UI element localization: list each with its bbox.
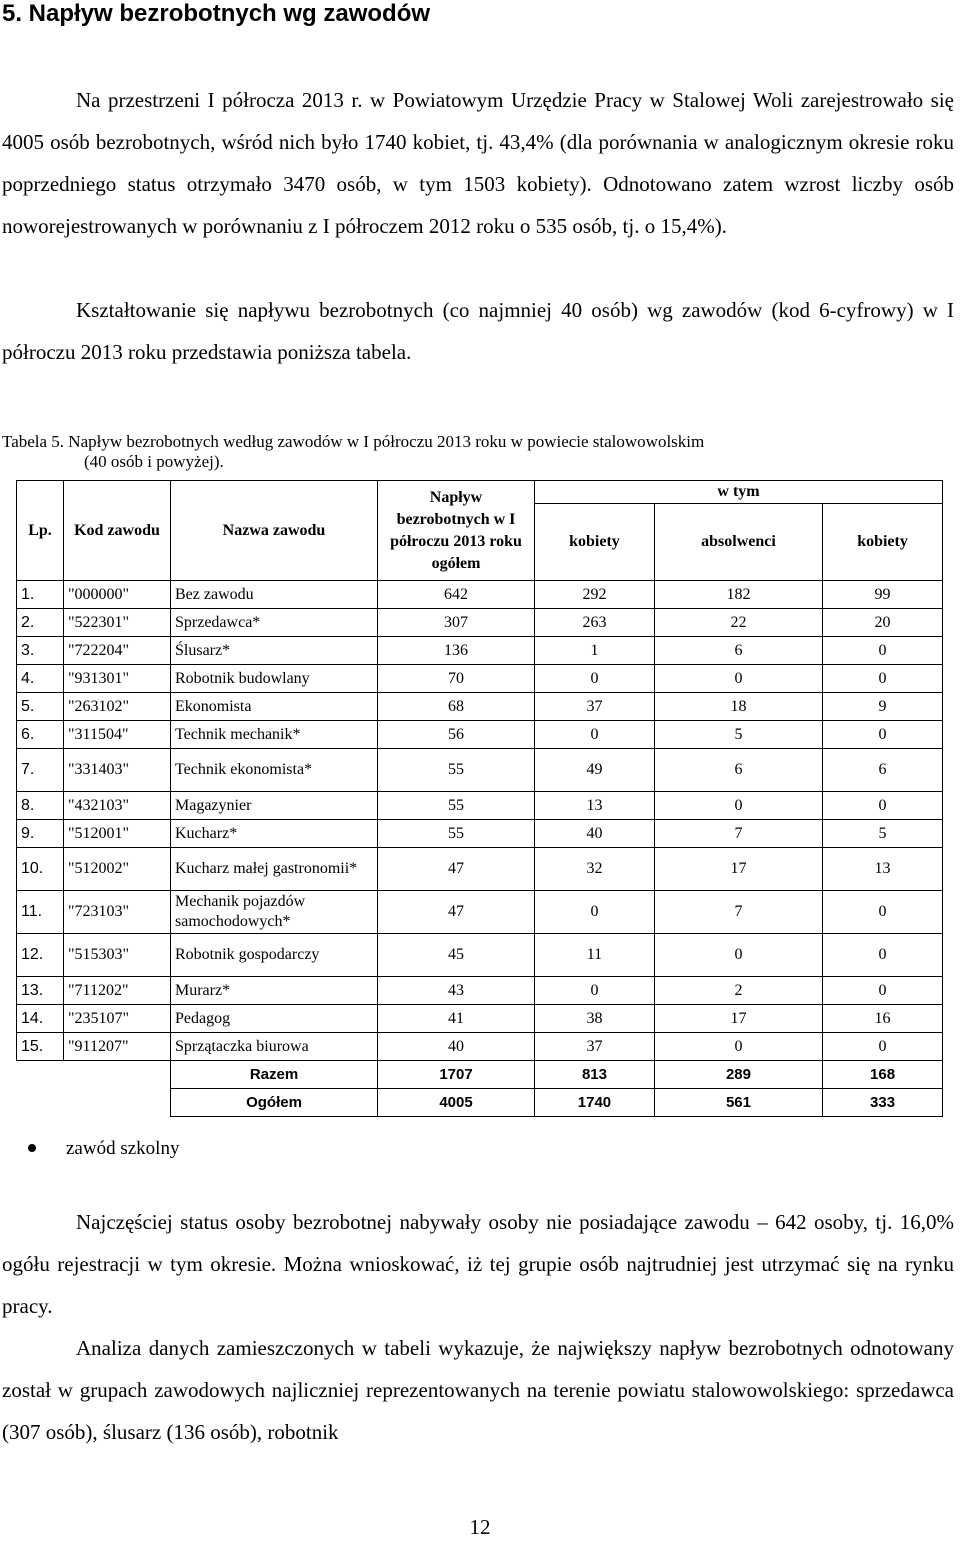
table-intro-paragraph: Kształtowanie się napływu bezrobotnych (co najmniej 40 osób) wg zawodów (kod 6-cyfrowy) w I półroczu 2013 roku przedstawia poniższa tabela.	[2, 298, 954, 364]
bullet-icon	[28, 1144, 36, 1152]
row-kod: "331403"	[64, 749, 171, 792]
row-absolwenci: 6	[654, 637, 822, 665]
row-nazwa: Ślusarz*	[171, 637, 378, 665]
row-ogolem: 47	[378, 891, 535, 934]
row-lp: 3.	[17, 637, 64, 665]
row-kobiety: 292	[535, 581, 655, 609]
row-kobiety: 32	[535, 848, 655, 891]
footnote	[28, 1136, 179, 1162]
row-kobiety: 11	[535, 934, 655, 977]
conclusion-paragraph: Najczęściej status osoby bezrobotnej nabywały osoby nie posiadające zawodu – 642 osoby, tj. 16,0% ogółu rejestracji w tym okresie. Można wnioskować, iż tej grupie osób najtrudniej jest utrzymać się na rynku pracy.	[2, 1210, 954, 1318]
table-row	[17, 977, 943, 1005]
row-lp: 1.	[17, 581, 64, 609]
table-caption-line2: (40 osób i powyżej).	[84, 452, 224, 471]
row-absolwenci: 17	[654, 848, 822, 891]
row-lp: 7.	[17, 749, 64, 792]
table-row	[17, 934, 943, 977]
row-abs-kobiety: 6	[823, 749, 943, 792]
row-nazwa: Technik mechanik*	[171, 721, 378, 749]
row-kobiety: 0	[535, 721, 655, 749]
header-absolwenci: absolwenci	[654, 504, 822, 581]
row-ogolem: 136	[378, 637, 535, 665]
row-abs-kobiety: 0	[823, 721, 943, 749]
row-kod: "723103"	[64, 891, 171, 934]
row-kobiety: 0	[535, 977, 655, 1005]
row-abs-kobiety: 0	[823, 637, 943, 665]
row-kod: "931301"	[64, 665, 171, 693]
row-kod: "722204"	[64, 637, 171, 665]
row-kobiety: 37	[535, 1033, 655, 1061]
row-lp: 15.	[17, 1033, 64, 1061]
row-lp: 4.	[17, 665, 64, 693]
row-absolwenci: 0	[654, 665, 822, 693]
summary-razem-ogolem: 1707	[378, 1061, 535, 1089]
row-kod: "515303"	[64, 934, 171, 977]
row-kod: "512002"	[64, 848, 171, 891]
summary-razem-label: Razem	[171, 1061, 378, 1089]
row-lp: 6.	[17, 721, 64, 749]
row-absolwenci: 5	[654, 721, 822, 749]
row-lp: 14.	[17, 1005, 64, 1033]
row-nazwa: Pedagog	[171, 1005, 378, 1033]
row-lp: 8.	[17, 792, 64, 820]
section-heading: 5. Napływ bezrobotnych wg zawodów	[2, 0, 431, 27]
table-row	[17, 820, 943, 848]
summary-row-razem	[17, 1061, 943, 1089]
summary-spacer	[17, 1061, 171, 1089]
page-number: 12	[469, 1515, 491, 1539]
row-nazwa: Kucharz*	[171, 820, 378, 848]
row-absolwenci: 2	[654, 977, 822, 1005]
row-lp: 12.	[17, 934, 64, 977]
row-abs-kobiety: 9	[823, 693, 943, 721]
header-naplyw: Napływ bezrobotnych w I półroczu 2013 roku ogółem	[378, 481, 535, 581]
header-lp: Lp.	[17, 481, 64, 581]
row-lp: 9.	[17, 820, 64, 848]
row-ogolem: 56	[378, 721, 535, 749]
table-caption-line1: Tabela 5. Napływ bezrobotnych według zawodów w I półroczu 2013 roku w powiecie stalowowolskim	[2, 432, 705, 451]
table-row	[17, 891, 943, 934]
row-kod: "000000"	[64, 581, 171, 609]
footnote-text: zawód szkolny	[66, 1138, 180, 1159]
unemployment-inflow-table	[16, 480, 943, 1117]
row-kobiety: 13	[535, 792, 655, 820]
row-kobiety: 1	[535, 637, 655, 665]
row-kobiety: 0	[535, 891, 655, 934]
summary-ogolem-absolwenci: 561	[654, 1089, 822, 1117]
row-abs-kobiety: 13	[823, 848, 943, 891]
row-abs-kobiety: 0	[823, 977, 943, 1005]
row-absolwenci: 182	[654, 581, 822, 609]
row-ogolem: 47	[378, 848, 535, 891]
row-ogolem: 55	[378, 749, 535, 792]
row-ogolem: 642	[378, 581, 535, 609]
row-nazwa: Robotnik gospodarczy	[171, 934, 378, 977]
row-kod: "432103"	[64, 792, 171, 820]
table-row	[17, 609, 943, 637]
summary-spacer	[17, 1089, 171, 1117]
table-row	[17, 1005, 943, 1033]
summary-ogolem-label: Ogółem	[171, 1089, 378, 1117]
intro-paragraph: Na przestrzeni I półrocza 2013 r. w Powiatowym Urzędzie Pracy w Stalowej Woli zarejestrowało się 4005 osób bezrobotnych, wśród nich było 1740 kobiet, tj. 43,4% (dla porównania w analogicznym okresie roku poprzedniego status otrzymało 3470 osób, w tym 1503 kobiety). Odnotowano zatem wzrost liczby osób noworejestrowanych w porównaniu z I półroczem 2012 roku o 535 osób, tj. o 15,4%).	[2, 88, 954, 238]
summary-ogolem-kobiety: 1740	[535, 1089, 655, 1117]
summary-razem-absolwenci: 289	[654, 1061, 822, 1089]
row-kobiety: 38	[535, 1005, 655, 1033]
row-ogolem: 55	[378, 820, 535, 848]
row-nazwa: Sprzątaczka biurowa	[171, 1033, 378, 1061]
analysis-paragraph: Analiza danych zamieszczonych w tabeli wykazuje, że największy napływ bezrobotnych odnotowany został w grupach zawodowych najliczniej reprezentowanych na terenie powiatu stalowowolskiego: sprzedawca (307 osób), ślusarz (136 osób), robotnik	[2, 1336, 954, 1444]
row-ogolem: 43	[378, 977, 535, 1005]
row-nazwa: Bez zawodu	[171, 581, 378, 609]
row-kod: "911207"	[64, 1033, 171, 1061]
row-kobiety: 49	[535, 749, 655, 792]
row-absolwenci: 0	[654, 1033, 822, 1061]
row-abs-kobiety: 0	[823, 891, 943, 934]
summary-razem-abs-kobiety: 168	[823, 1061, 943, 1089]
row-ogolem: 70	[378, 665, 535, 693]
row-abs-kobiety: 0	[823, 934, 943, 977]
table-row	[17, 749, 943, 792]
table-caption	[2, 432, 942, 472]
row-absolwenci: 6	[654, 749, 822, 792]
row-absolwenci: 7	[654, 820, 822, 848]
row-abs-kobiety: 0	[823, 665, 943, 693]
row-nazwa: Mechanik pojazdów samochodowych*	[171, 891, 378, 934]
row-nazwa: Magazynier	[171, 792, 378, 820]
row-ogolem: 68	[378, 693, 535, 721]
table-row	[17, 792, 943, 820]
row-ogolem: 55	[378, 792, 535, 820]
row-absolwenci: 0	[654, 934, 822, 977]
row-nazwa: Murarz*	[171, 977, 378, 1005]
row-abs-kobiety: 16	[823, 1005, 943, 1033]
row-absolwenci: 22	[654, 609, 822, 637]
row-absolwenci: 18	[654, 693, 822, 721]
summary-row-ogolem	[17, 1089, 943, 1117]
table-row	[17, 637, 943, 665]
row-lp: 2.	[17, 609, 64, 637]
row-kod: "235107"	[64, 1005, 171, 1033]
table-row	[17, 848, 943, 891]
row-abs-kobiety: 20	[823, 609, 943, 637]
row-lp: 11.	[17, 891, 64, 934]
table-row	[17, 1033, 943, 1061]
row-abs-kobiety: 99	[823, 581, 943, 609]
row-kod: "522301"	[64, 609, 171, 637]
row-kod: "311504"	[64, 721, 171, 749]
row-absolwenci: 17	[654, 1005, 822, 1033]
header-wtym: w tym	[535, 481, 943, 504]
row-absolwenci: 7	[654, 891, 822, 934]
table-row	[17, 721, 943, 749]
row-kobiety: 0	[535, 665, 655, 693]
header-kobiety: kobiety	[535, 504, 655, 581]
row-ogolem: 45	[378, 934, 535, 977]
row-lp: 5.	[17, 693, 64, 721]
row-kobiety: 40	[535, 820, 655, 848]
row-kobiety: 263	[535, 609, 655, 637]
row-abs-kobiety: 5	[823, 820, 943, 848]
row-kod: "711202"	[64, 977, 171, 1005]
row-nazwa: Ekonomista	[171, 693, 378, 721]
row-lp: 13.	[17, 977, 64, 1005]
row-kod: "512001"	[64, 820, 171, 848]
header-abs-kobiety: kobiety	[823, 504, 943, 581]
row-nazwa: Sprzedawca*	[171, 609, 378, 637]
row-nazwa: Robotnik budowlany	[171, 665, 378, 693]
table-row	[17, 581, 943, 609]
table-row	[17, 693, 943, 721]
summary-ogolem-ogolem: 4005	[378, 1089, 535, 1117]
row-nazwa: Technik ekonomista*	[171, 749, 378, 792]
table-row	[17, 665, 943, 693]
row-kobiety: 37	[535, 693, 655, 721]
row-abs-kobiety: 0	[823, 792, 943, 820]
summary-ogolem-abs-kobiety: 333	[823, 1089, 943, 1117]
row-kod: "263102"	[64, 693, 171, 721]
row-absolwenci: 0	[654, 792, 822, 820]
row-ogolem: 307	[378, 609, 535, 637]
row-abs-kobiety: 0	[823, 1033, 943, 1061]
row-ogolem: 40	[378, 1033, 535, 1061]
summary-razem-kobiety: 813	[535, 1061, 655, 1089]
row-nazwa: Kucharz małej gastronomii*	[171, 848, 378, 891]
header-nazwa: Nazwa zawodu	[171, 481, 378, 581]
row-ogolem: 41	[378, 1005, 535, 1033]
row-lp: 10.	[17, 848, 64, 891]
header-kod: Kod zawodu	[64, 481, 171, 581]
